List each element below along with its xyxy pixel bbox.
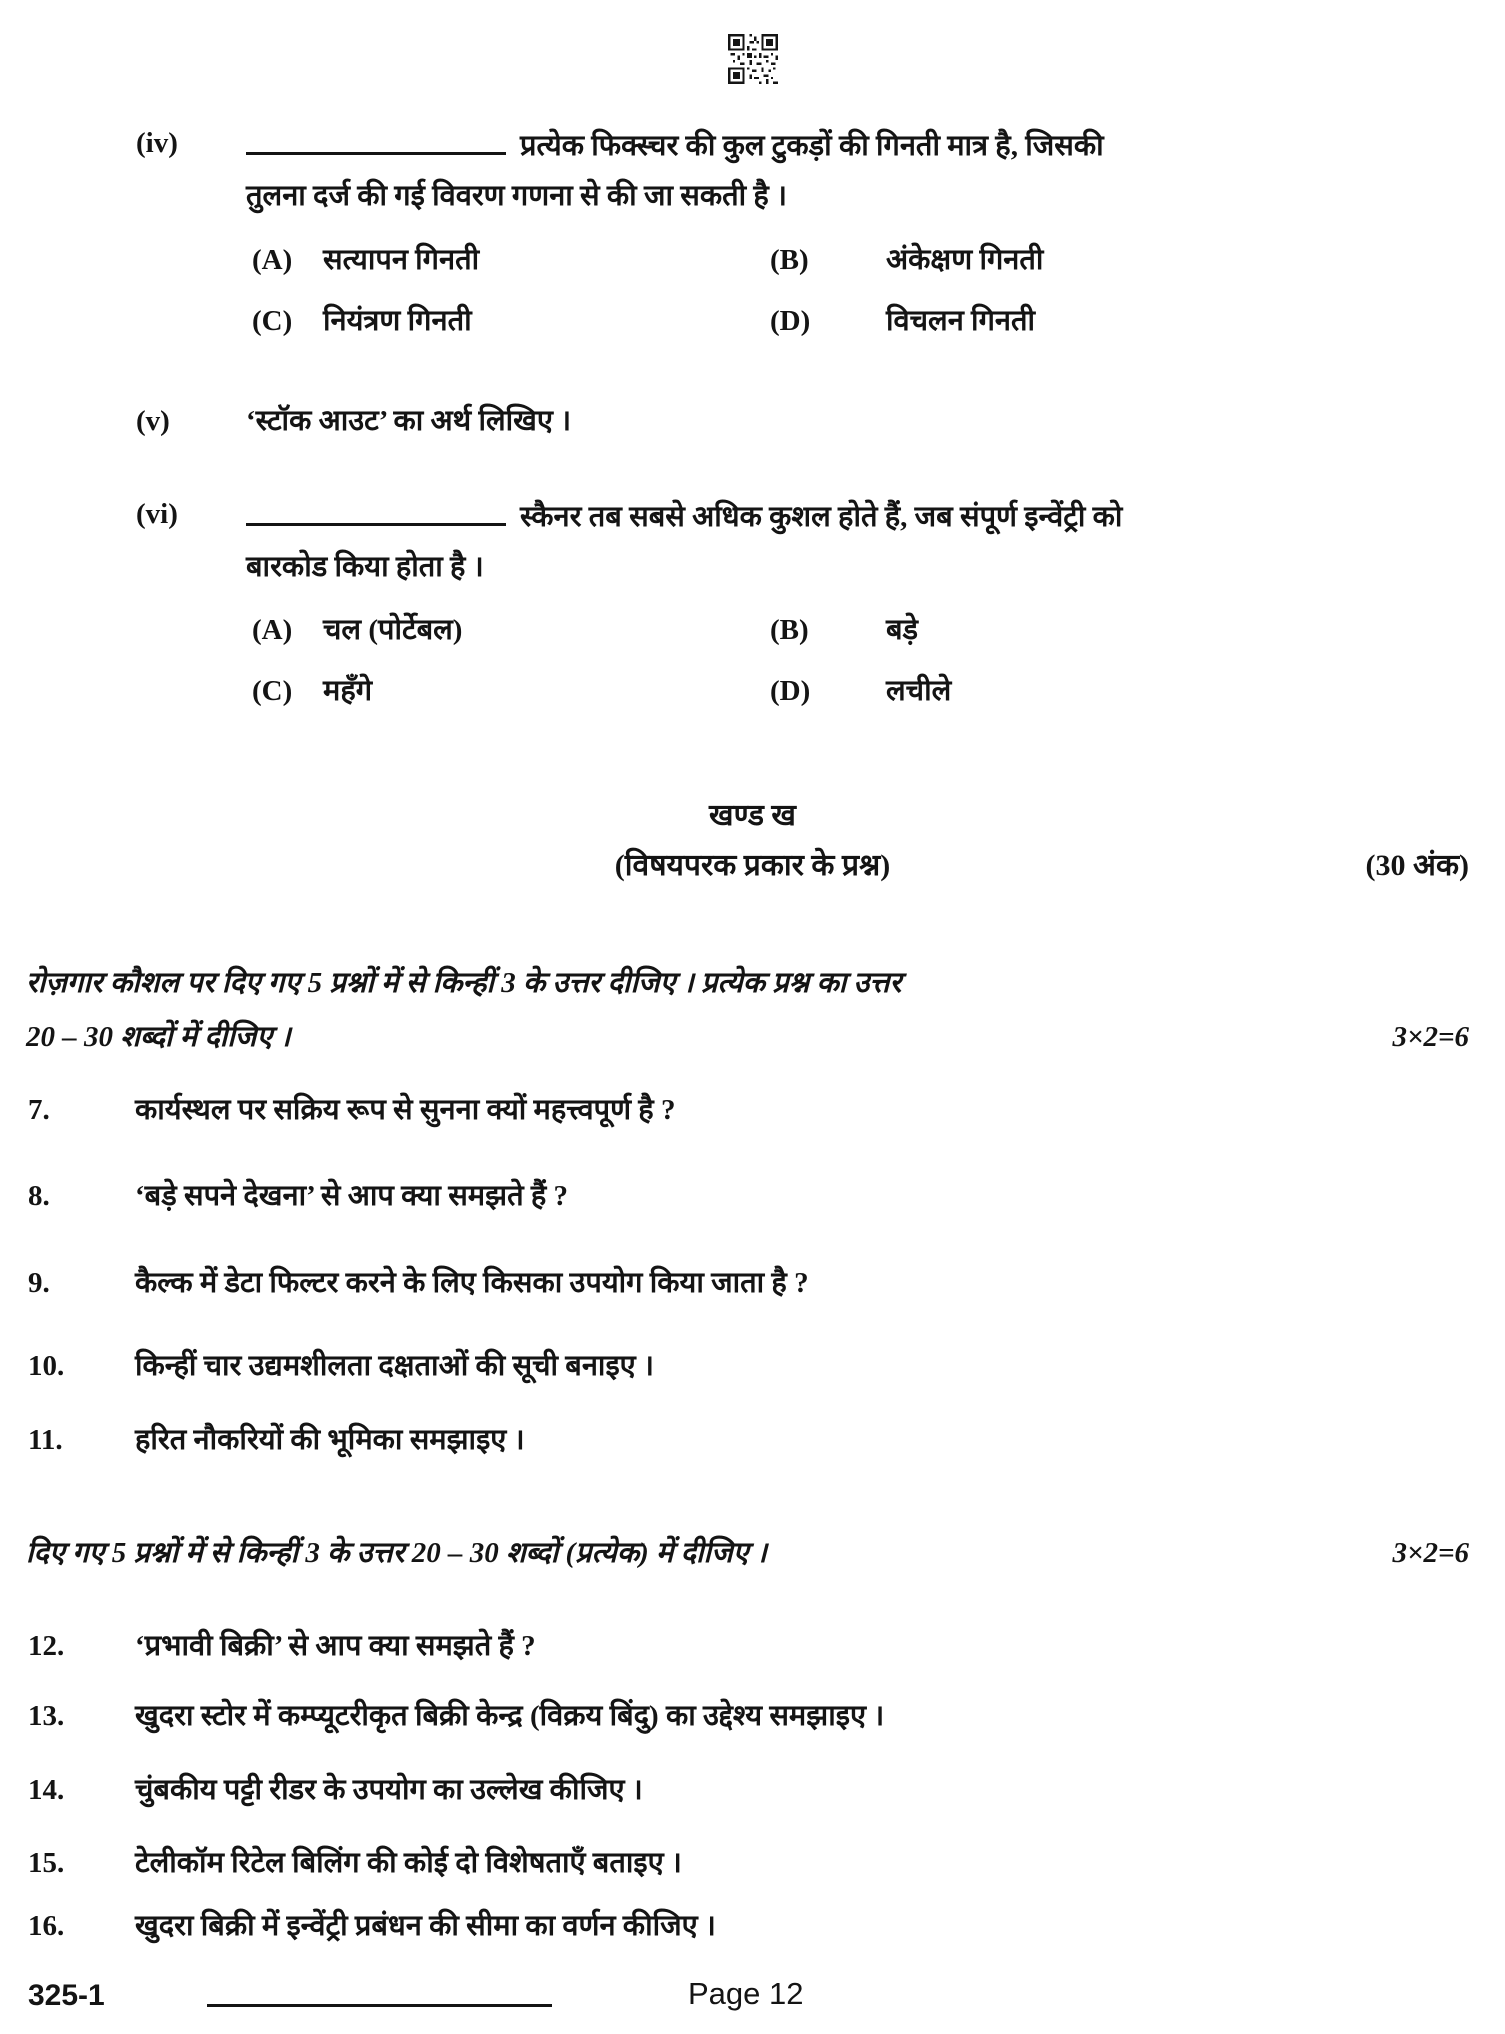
option-d: [770, 301, 1230, 341]
question-11: [28, 1420, 1478, 1460]
option-c: [252, 301, 770, 341]
question-11-number: 11.: [28, 1424, 63, 1456]
instruction-1-line1: रोज़गार कौशल पर दिए गए 5 प्रश्नों में से किन्हीं 3 के उत्तर दीजिए । प्रत्येक प्रश्न का उत्तर: [26, 967, 902, 999]
question-v-label: (v): [136, 405, 170, 437]
question-vi-line2: बारकोड किया होता है ।: [246, 551, 484, 583]
instruction-2: [26, 1526, 1469, 1580]
instruction-1: [26, 956, 1469, 1064]
section-total-marks: (30 अंक): [1365, 849, 1469, 882]
question-15-number: 15.: [28, 1847, 65, 1879]
question-16-text: खुदरा बिक्री में इन्वेंट्री प्रबंधन की सीमा का वर्णन कीजिए ।: [135, 1910, 716, 1942]
section-subtitle: (विषयपरक प्रकार के प्रश्न): [614, 849, 891, 882]
page-number: Page 12: [688, 1976, 804, 2011]
question-13: [28, 1696, 1478, 1736]
question-vi-options: [252, 610, 1482, 711]
question-vi: [136, 489, 1481, 592]
marks-badge: 3×2=6: [1392, 1537, 1469, 1569]
question-14: [28, 1770, 1478, 1810]
question-13-text: खुदरा स्टोर में कम्प्यूटरीकृत बिक्री केन्द्र (विक्रय बिंदु) का उद्देश्य समझाइए ।: [135, 1700, 885, 1732]
paper-code: 325-1: [28, 1979, 105, 2012]
option-c-key: (C): [252, 675, 293, 707]
option-b: [770, 240, 1230, 280]
question-iv-line2: तुलना दर्ज की गई विवरण गणना से की जा सकती है ।: [246, 180, 788, 212]
option-d: [770, 671, 1230, 711]
question-8-number: 8.: [28, 1180, 50, 1212]
question-iv-line1: [246, 118, 1481, 171]
question-9-number: 9.: [28, 1267, 50, 1299]
question-13-number: 13.: [28, 1700, 65, 1732]
option-b-text: अंकेक्षण गिनती: [886, 244, 1044, 276]
question-iv: [136, 118, 1481, 221]
question-vi-body: [246, 489, 1481, 592]
option-b-text: बड़े: [886, 614, 919, 646]
question-15: [28, 1843, 1478, 1883]
option-d-key: (D): [770, 305, 811, 337]
question-iv-options: [252, 240, 1482, 341]
answer-blank: [246, 489, 506, 526]
question-9-text: कैल्क में डेटा फिल्टर करने के लिए किसका उपयोग किया जाता है ?: [135, 1267, 809, 1299]
option-b-key: (B): [770, 614, 809, 646]
option-a-text: सत्यापन गिनती: [323, 244, 480, 276]
question-iv-label: (iv): [136, 127, 178, 159]
option-a-text: चल (पोर्टेबल): [323, 614, 463, 646]
question-8-text: ‘बड़े सपने देखना’ से आप क्या समझते हैं ?: [135, 1180, 568, 1212]
option-d-key: (D): [770, 675, 811, 707]
question-iv-line1-text: प्रत्येक फिक्स्चर की कुल टुकड़ों की गिनती मात्र है, जिसकी: [520, 130, 1104, 162]
option-row: [252, 301, 1482, 341]
option-row: [252, 610, 1482, 650]
option-d-text: लचीले: [886, 675, 952, 707]
question-16-number: 16.: [28, 1910, 65, 1942]
question-10: [28, 1346, 1478, 1386]
option-a: [252, 610, 770, 650]
question-v: [136, 396, 1481, 446]
option-c: [252, 671, 770, 711]
option-row: [252, 240, 1482, 280]
option-a-key: (A): [252, 244, 293, 276]
option-d-text: विचलन गिनती: [886, 305, 1036, 337]
question-16: [28, 1906, 1478, 1946]
option-b-key: (B): [770, 244, 809, 276]
question-9: [28, 1263, 1478, 1303]
question-vi-line1: [246, 489, 1481, 542]
question-14-text: चुंबकीय पट्टी रीडर के उपयोग का उल्लेख कीजिए ।: [135, 1774, 643, 1806]
footer-divider: [207, 2004, 552, 2007]
question-12-number: 12.: [28, 1630, 65, 1662]
section-subtitle-row: [0, 846, 1505, 886]
question-8: [28, 1176, 1478, 1216]
section-title: खण्ड ख: [709, 799, 796, 832]
question-10-number: 10.: [28, 1350, 65, 1382]
qr-code-icon: [728, 34, 778, 84]
question-vi-label: (vi): [136, 498, 178, 530]
question-11-text: हरित नौकरियों की भूमिका समझाइए ।: [135, 1424, 525, 1456]
instruction-2-text: दिए गए 5 प्रश्नों में से किन्हीं 3 के उत्तर 20 – 30 शब्दों (प्रत्येक) में दीजिए ।: [26, 1537, 767, 1569]
option-a-key: (A): [252, 614, 293, 646]
instruction-1-line2: 20 – 30 शब्दों में दीजिए ।: [26, 1021, 291, 1053]
question-7-number: 7.: [28, 1094, 50, 1126]
question-7: [28, 1090, 1478, 1130]
question-iv-body: [246, 118, 1481, 221]
question-vi-line1-text: स्कैनर तब सबसे अधिक कुशल होते हैं, जब संपूर्ण इन्वेंट्री को: [520, 501, 1123, 533]
question-12-text: ‘प्रभावी बिक्री’ से आप क्या समझते हैं ?: [135, 1630, 536, 1662]
answer-blank: [246, 118, 506, 155]
option-c-text: महँगे: [323, 675, 373, 707]
question-15-text: टेलीकॉम रिटेल बिलिंग की कोई दो विशेषताएँ बताइए ।: [135, 1847, 682, 1879]
question-12: [28, 1626, 1478, 1666]
option-b: [770, 610, 1230, 650]
option-c-key: (C): [252, 305, 293, 337]
question-10-text: किन्हीं चार उद्यमशीलता दक्षताओं की सूची बनाइए ।: [135, 1350, 654, 1382]
option-c-text: नियंत्रण गिनती: [323, 305, 472, 337]
option-row: [252, 671, 1482, 711]
marks-badge: 3×2=6: [1392, 1021, 1469, 1053]
option-a: [252, 240, 770, 280]
question-v-text: ‘स्टॉक आउट’ का अर्थ लिखिए ।: [246, 405, 572, 437]
question-14-number: 14.: [28, 1774, 65, 1806]
question-7-text: कार्यस्थल पर सक्रिय रूप से सुनना क्यों महत्त्वपूर्ण है ?: [135, 1094, 676, 1126]
